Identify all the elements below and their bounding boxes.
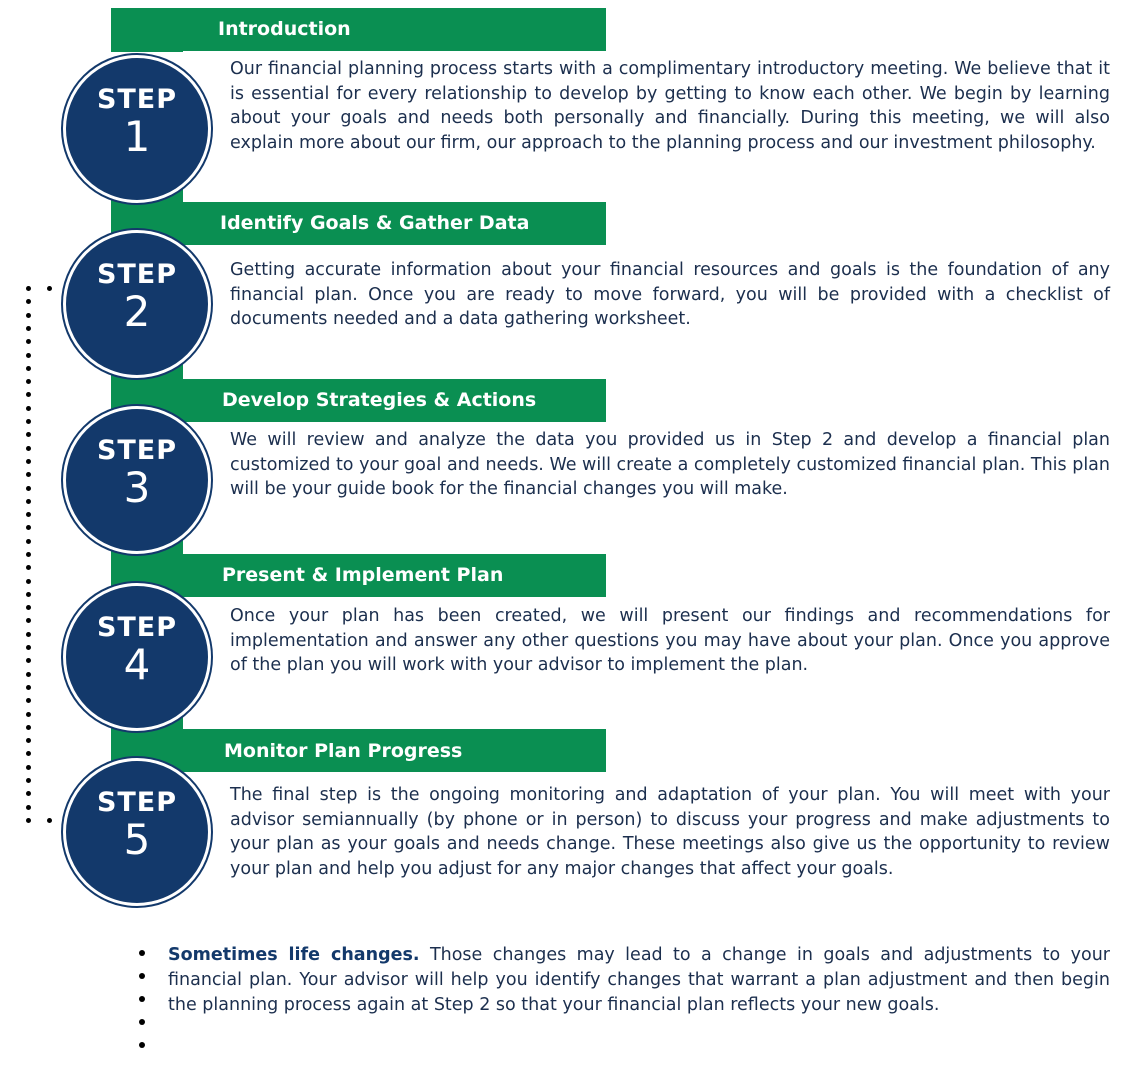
step-4-number: 4 [123, 640, 151, 689]
connector-dot [26, 565, 31, 570]
note-bullet [139, 1019, 145, 1025]
note-bullet [139, 1042, 145, 1048]
connector-dot [26, 725, 31, 730]
connector-dot [26, 592, 31, 597]
step-3-description: We will review and analyze the data you provided us in Step 2 and develop a financial plan customized to your goal and needs. We will create a completely customized financial plan. This plan will be your guide book for the financial changes you will make. [230, 430, 1110, 500]
step-4-badge [63, 583, 211, 731]
connector-dot [26, 406, 31, 411]
connector-dot [26, 605, 31, 610]
note-text: Those changes may lead to a change in goals and adjustments to your financial plan. Your advisor will help you identify changes that warrant a plan adjustment and then begin the planning process again at Step 2 so that your financial plan reflects your new goals. [168, 945, 1110, 1015]
connector-dot [26, 432, 31, 437]
connector-dot [26, 712, 31, 717]
connector-dot [26, 765, 31, 770]
connector-dot [26, 645, 31, 650]
step-1-title: Introduction [218, 18, 351, 40]
connector-dot [26, 366, 31, 371]
connector-dot [26, 472, 31, 477]
connector-dot [26, 486, 31, 491]
connector-dot [26, 286, 31, 291]
connector-dot [26, 672, 31, 677]
connector-dot [26, 539, 31, 544]
connector-dot [26, 459, 31, 464]
connector-dot [26, 791, 31, 796]
connector-dot [26, 632, 31, 637]
step-5-badge [63, 758, 211, 906]
connector-dot [26, 579, 31, 584]
step-5-title: Monitor Plan Progress [224, 740, 463, 762]
connector-dot [26, 446, 31, 451]
step-2-badge [63, 230, 211, 378]
note-bullet [139, 996, 145, 1002]
step-4-label: STEP [96, 612, 178, 643]
step-5-number: 5 [123, 815, 151, 864]
step-2-description: Getting accurate information about your financial resources and goals is the foundation of any financial plan. Once you are ready to move forward, you will be provided with a checklist of documents needed and a data gathering worksheet. [230, 260, 1110, 330]
note-bullet [139, 950, 145, 956]
connector-dot [26, 299, 31, 304]
connector-dot [26, 392, 31, 397]
connector-dot [26, 339, 31, 344]
connector-dot [26, 353, 31, 358]
connector-dot [26, 326, 31, 331]
connector-dot [26, 379, 31, 384]
connector-dot [26, 618, 31, 623]
connector-dot [26, 738, 31, 743]
step-2-label: STEP [96, 259, 178, 290]
step-4-description: Once your plan has been created, we will present our findings and recommendations for implementation and answer any other questions you may have about your plan. Once you approve of the plan you will work with your advisor to implement the plan. [230, 606, 1110, 676]
connector-dot [26, 552, 31, 557]
connector-dot [26, 778, 31, 783]
connector-dot [26, 313, 31, 318]
step-3-label: STEP [96, 435, 178, 466]
connector-dot [26, 818, 31, 823]
connector-dot [47, 818, 52, 823]
connector-dot [26, 685, 31, 690]
connector-dot [47, 286, 52, 291]
connector-dot [26, 499, 31, 504]
connector-dot [26, 805, 31, 810]
note-bullet [139, 973, 145, 979]
step-2-title: Identify Goals & Gather Data [220, 212, 530, 234]
step-2-number: 2 [123, 287, 151, 336]
step-3-badge [63, 406, 211, 554]
step-1-number: 1 [123, 112, 151, 161]
connector-dot [26, 751, 31, 756]
step-5-description: The final step is the ongoing monitoring and adaptation of your plan. You will meet with your advisor semiannually (by phone or in person) to discuss your progress and make adjustments to your plan as your goals and needs change. These meetings also give us the opportunity to review your plan and help you adjust for any major changes that affect your goals. [230, 785, 1110, 879]
step-5-label: STEP [96, 787, 178, 818]
connector-dot [26, 658, 31, 663]
step-1-description: Our financial planning process starts with a complimentary introductory meeting. We believe that it is essential for every relationship to develop by getting to know each other. We begin by learning about your goals and needs both personally and financially. During this meeting, we will also explain more about our firm, our approach to the planning process and our investment philosophy. [230, 59, 1110, 153]
step-3-number: 3 [123, 463, 151, 512]
step-4-title: Present & Implement Plan [222, 564, 504, 586]
step-1-badge [63, 55, 211, 203]
step-1-label: STEP [96, 84, 178, 115]
life-changes-note [168, 943, 1110, 1017]
step-3-title: Develop Strategies & Actions [222, 389, 537, 411]
note-lead: Sometimes life changes. [168, 945, 420, 965]
connector-dot [26, 512, 31, 517]
step-1-heading-bar [111, 8, 606, 51]
connector-dot [26, 419, 31, 424]
connector-dot [26, 698, 31, 703]
connector-dot [26, 525, 31, 530]
